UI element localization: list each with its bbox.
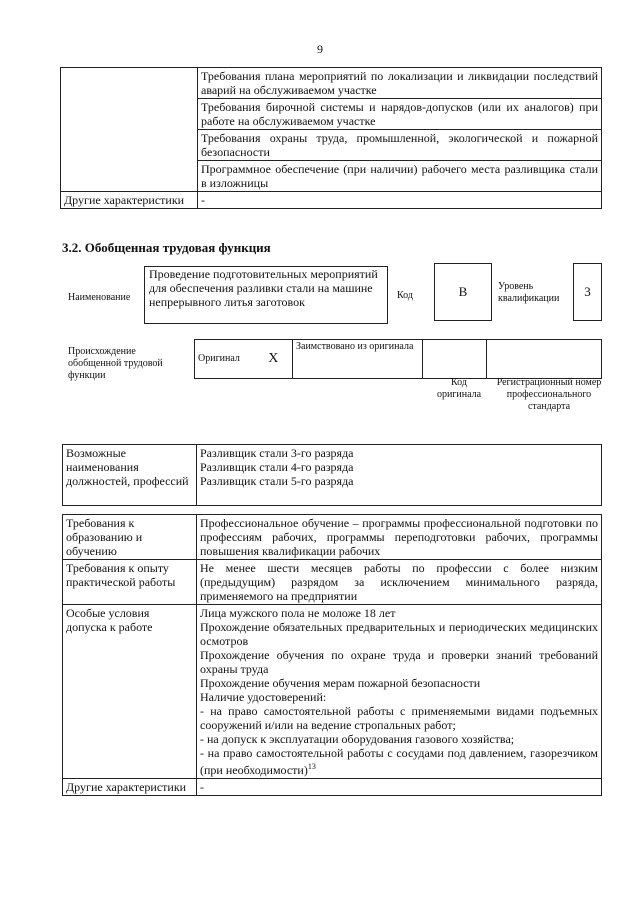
requirements-table [62,514,602,796]
conditions-label: Особые условия допуска к работе [63,605,197,779]
condition-line: - на право самостоятельной работы с сосудами под давлением, газорезчиком (при необходимости) [200,746,598,777]
requirement-item: Требования бирочной системы и нарядов-допусков (или их аналогов) при работе на обслуживаемом участке [198,99,602,130]
code-value: B [458,284,468,299]
condition-line: - на право самостоятельной работы с применяемыми видами подъемных сооружений и/или на ведение стропальных работ; [200,704,598,732]
original-code-cell [423,340,487,379]
code-box [434,263,492,321]
position-item: Разливщик стали 4-го разряда [200,460,354,474]
empty-label-cell [61,68,198,192]
other-characteristics-label: Другие характеристики [61,192,198,209]
level-box [573,263,602,321]
experience-label: Требования к опыту практической работы [63,560,197,605]
positions-table [62,444,602,506]
experience-value: Не менее шести месяцев работы по профессии с более низким (предыдущим) разрядом за исключением минимального разряда, применяемого на предприятии [197,560,602,605]
condition-line: Прохождение обучения по охране труда и проверки знаний требований охраны труда [200,648,598,676]
page-number: 9 [317,42,323,56]
condition-line: Прохождение обучения мерам пожарной безопасности [200,676,481,690]
condition-line: - на допуск к эксплуатации оборудования газового хозяйства; [200,732,515,746]
section-title: 3.2. Обобщенная трудовая функция [62,240,271,255]
requirement-item: Требования плана мероприятий по локализации и ликвидации последствий аварий на обслуживаемом участке [198,68,602,99]
other-characteristics-label: Другие характеристики [63,779,197,796]
condition-line: Прохождение обязательных предварительных и периодических медицинских осмотров [200,620,598,648]
registration-caption: Регистрационный номер профессионального стандарта [496,377,602,412]
other-characteristics-value: - [198,192,602,209]
condition-line: Наличие удостоверений: [200,690,327,704]
borrowed-label: Заимствовано из оригинала [293,340,423,379]
other-characteristics-value: - [197,779,602,796]
requirement-item: Программное обеспечение (при наличии) рабочего места разливщика стали в изложницы [198,161,602,192]
position-item: Разливщик стали 5-го разряда [200,474,354,488]
code-original-caption: Код оригинала [436,377,482,400]
function-name-value: Проведение подготовительных мероприятий для обеспечения разливки стали на машине непрерывного литья заготовок [149,267,378,309]
conditions-value [197,605,602,779]
requirement-item: Требования охраны труда, промышленной, экологической и пожарной безопасности [198,130,602,161]
level-value: 3 [584,284,591,299]
code-label: Код [397,290,413,301]
top-requirements-table [60,67,602,209]
condition-line-last [200,746,598,777]
registration-number-cell [487,340,602,379]
name-label: Наименование [68,292,131,303]
position-item: Разливщик стали 3-го разряда [200,446,354,460]
origin-label: Происхождение обобщенной трудовой функции [68,346,163,381]
function-name-box [144,266,388,324]
education-value: Профессиональное обучение – программы профессиональной подготовки по профессиям рабочих, программы переподготовки рабочих, программы повышения квалификации рабочих [197,515,602,560]
condition-line: Лица мужского пола не моложе 18 лет [200,606,396,620]
education-label: Требования к образованию и обучению [63,515,197,560]
level-label: Уровень квалификации [498,281,560,304]
footnote-mark: 13 [307,762,316,771]
positions-label: Возможные наименования должностей, профессий [63,445,197,506]
original-label: Оригинал [195,340,255,379]
original-mark: X [255,340,293,379]
origin-table [194,339,602,379]
